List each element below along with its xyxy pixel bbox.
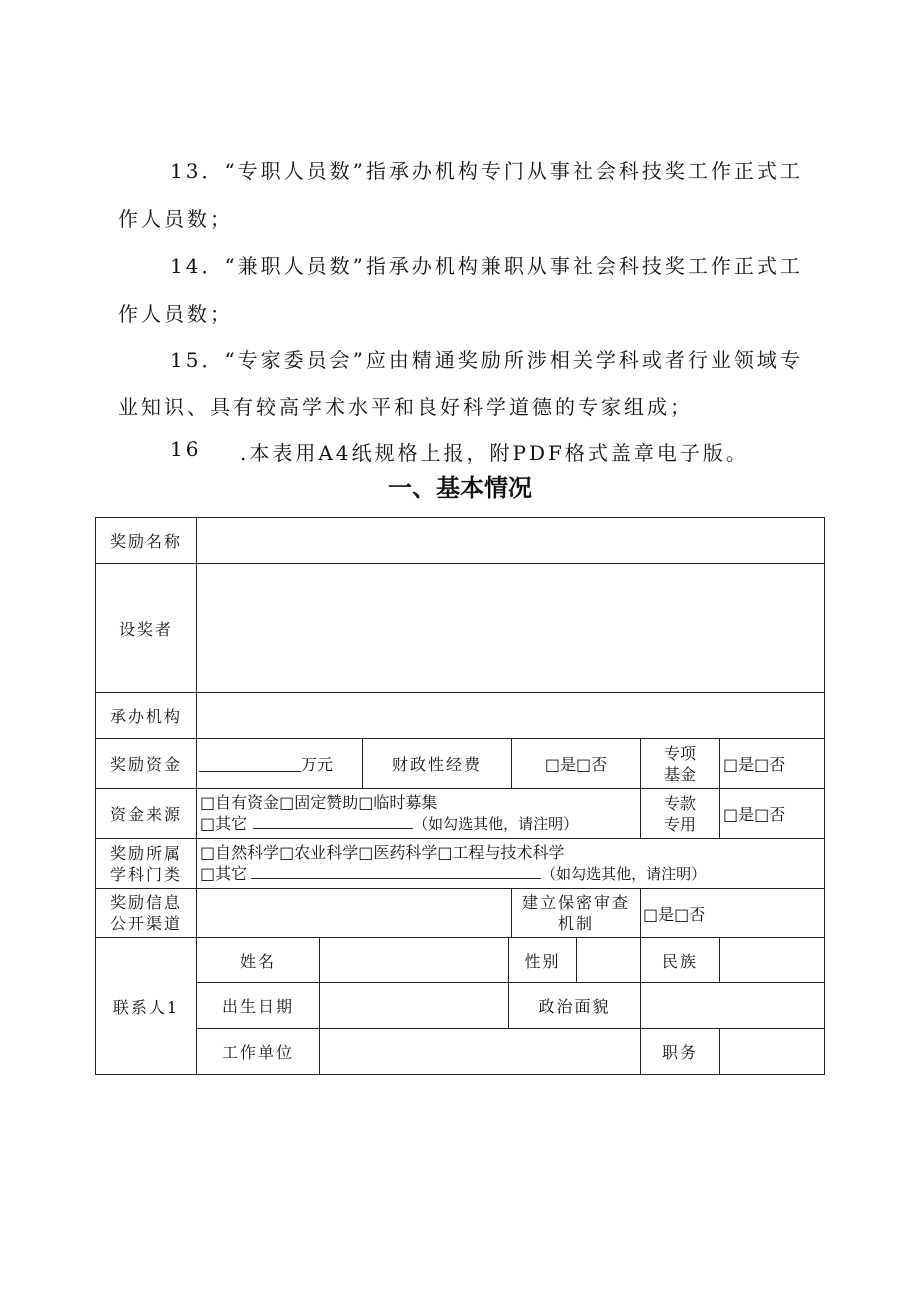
discipline-other-option[interactable]: □其它: [200, 864, 248, 883]
founder-label: 设奖者: [118, 619, 173, 639]
para-13-line2: 作人员数；: [118, 207, 233, 231]
special-fund-label: [641, 739, 719, 788]
name-label: 姓名: [239, 951, 276, 971]
name-field[interactable]: [320, 938, 508, 982]
discipline-label-line1: 奖励所属: [109, 843, 182, 863]
source-label: 资金来源: [109, 805, 182, 824]
position-field[interactable]: [720, 1029, 824, 1074]
para-15-line1: 15．“专家委员会”应由精通奖励所涉相关学科或者行业领域专: [170, 348, 803, 372]
special-fund-label-line1: 专项: [663, 743, 696, 763]
para-14-line2: 作人员数；: [118, 302, 233, 326]
earmark-options[interactable]: □是□否: [723, 805, 786, 824]
discipline-other-line: [200, 863, 706, 885]
discipline-label: [96, 839, 196, 888]
political-status-field[interactable]: [641, 983, 824, 1028]
para-13-line1: 13．“专职人员数”指承办机构专门从事社会科技奖工作正式工: [170, 159, 803, 183]
discipline-other-blank[interactable]: [251, 863, 541, 879]
section-title: 一、基本情况: [388, 474, 532, 502]
earmark-label-line2: 专用: [663, 814, 696, 834]
source-other-blank[interactable]: [253, 813, 413, 829]
fiscal-label: 财政性经费: [391, 755, 482, 774]
para-16-number: 16: [170, 437, 202, 461]
political-status-label: 政治面貌: [538, 997, 611, 1016]
disclosure-label-line2: 公开渠道: [109, 914, 182, 933]
employer-label: 工作单位: [221, 1043, 294, 1062]
para-16-text: .本表用A4纸规格上报，附PDF格式盖章电子版。: [240, 441, 749, 465]
organizer-field[interactable]: [197, 693, 824, 738]
para-15-line2: 业知识、具有较高学术水平和良好科学道德的专家组成；: [118, 395, 693, 419]
discipline-label-line2: 学科门类: [109, 864, 182, 884]
source-other-line: [200, 813, 578, 835]
fiscal-options[interactable]: □是□否: [544, 755, 608, 774]
ethnicity-label: 民族: [661, 951, 698, 971]
source-other-note: （如勾选其他，请注明）: [413, 815, 579, 833]
birth-date-field[interactable]: [320, 983, 508, 1028]
award-name-field[interactable]: [197, 518, 824, 563]
organizer-label: 承办机构: [109, 707, 182, 726]
disclosure-label-line1: 奖励信息: [109, 893, 182, 912]
fund-amount-blank[interactable]: [199, 756, 301, 772]
special-fund-options[interactable]: □是□否: [723, 755, 786, 774]
gender-label: 性别: [524, 951, 561, 971]
earmark-label: [641, 789, 719, 838]
earmark-label-line1: 专款: [663, 793, 696, 813]
position-label: 职务: [661, 1043, 698, 1062]
secrecy-options[interactable]: □是□否: [643, 904, 706, 924]
ethnicity-field[interactable]: [720, 938, 824, 982]
birth-date-label: 出生日期: [221, 997, 294, 1016]
secrecy-label-line1: 建立保密审查: [521, 893, 630, 912]
source-field: [197, 789, 640, 838]
disclosure-field[interactable]: [197, 889, 511, 937]
para-14-line1: 14．“兼职人员数”指承办机构兼职从事社会科技奖工作正式工: [170, 254, 803, 278]
secrecy-label: [512, 889, 640, 937]
employer-field[interactable]: [320, 1029, 640, 1074]
fund-amount-field[interactable]: [197, 739, 362, 788]
discipline-other-note: （如勾选其他，请注明）: [541, 865, 707, 883]
source-other-option[interactable]: □其它: [200, 814, 248, 833]
fund-label: 奖励资金: [109, 755, 182, 774]
award-name-label: 奖励名称: [109, 532, 182, 551]
contact-1-label: 联系人1: [112, 997, 180, 1017]
fund-unit: 万元: [301, 755, 334, 774]
discipline-options[interactable]: □自然科学□农业科学□医药科学□工程与技术科学: [200, 843, 565, 862]
secrecy-label-line2: 机制: [557, 914, 594, 933]
source-options[interactable]: □自有资金□固定赞助□临时募集: [200, 793, 438, 812]
discipline-field: [197, 839, 824, 888]
gender-field[interactable]: [577, 938, 640, 982]
founder-field[interactable]: [197, 564, 824, 692]
disclosure-label: [96, 889, 196, 937]
special-fund-label-line2: 基金: [663, 764, 696, 784]
